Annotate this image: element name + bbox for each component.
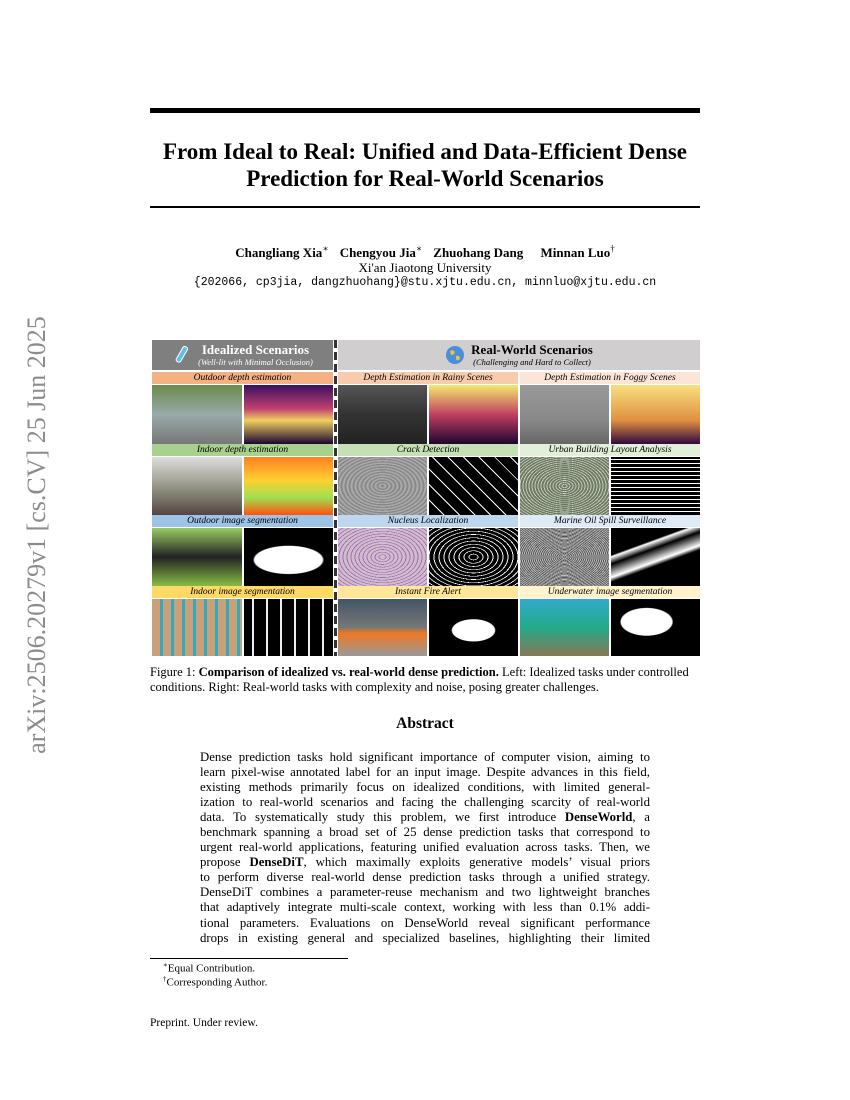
idealized-task-cell	[152, 444, 333, 515]
dashed-divider	[334, 340, 337, 656]
footnote-equal-contribution: ∗Equal Contribution.	[163, 961, 256, 975]
real-world-task-cell	[338, 444, 518, 515]
abstract-line: propose DenseDiT, which maximally exploits generative models’ visual priors	[200, 855, 650, 870]
real-world-task-cell	[338, 372, 518, 444]
paper-title	[150, 138, 700, 192]
task-label: Nucleus Localization	[338, 515, 518, 527]
abstract-line: ization to real-world scenarios and facing the challenging scarcity of real-world	[200, 795, 650, 810]
footnote-corresponding-author: †Corresponding Author.	[163, 975, 268, 989]
globe-icon	[445, 345, 465, 365]
task-label: Indoor depth estimation	[152, 444, 333, 456]
idealized-title: Idealized Scenarios	[201, 342, 310, 357]
affiliation: Xi'an Jiaotong University	[358, 260, 492, 275]
input-image	[520, 599, 609, 656]
abstract-line: benchmark spanning a broad set of 25 dense prediction tasks that correspond to	[200, 825, 650, 840]
abstract-line: urgent real-world applications, featuring unified evaluation across tasks. Then, we	[200, 840, 650, 855]
input-image	[520, 385, 609, 444]
author: Chengyou Jia∗	[339, 244, 423, 261]
idealized-task-cell	[152, 515, 333, 586]
title-line-2: Prediction for Real-World Scenarios	[246, 166, 604, 191]
author: Zhuohang Dang	[433, 245, 524, 261]
real-world-task-cell	[520, 515, 700, 586]
prediction-map-image	[244, 457, 334, 515]
abstract-line: Dense prediction tasks hold significant importance of computer vision, aiming to	[200, 750, 650, 764]
real-world-task-cell	[520, 586, 700, 656]
input-image	[152, 599, 242, 656]
prediction-map-image	[429, 599, 518, 656]
task-label: Outdoor depth estimation	[152, 372, 333, 384]
real-world-subtitle: (Challenging and Hard to Collect)	[473, 357, 591, 367]
figure-1	[152, 340, 700, 656]
author: Changliang Xia∗	[235, 244, 329, 261]
author-emails: {202066, cp3jia, dangzhuohang}@stu.xjtu.edu.cn, minnluo@xjtu.edu.cn	[193, 276, 657, 289]
real-world-task-cell	[520, 444, 700, 515]
title-rule-top	[150, 108, 700, 113]
author-list	[150, 244, 700, 261]
task-label: Instant Fire Alert	[338, 586, 518, 598]
idealized-header	[152, 340, 333, 370]
idealized-task-cell	[152, 372, 333, 444]
task-label: Indoor image segmentation	[152, 586, 333, 598]
prediction-map-image	[244, 599, 334, 656]
real-world-task-cell	[338, 515, 518, 586]
prediction-map-image	[429, 385, 518, 444]
input-image	[520, 528, 609, 586]
idealized-subtitle: (Well-lit with Minimal Occlusion)	[198, 357, 313, 367]
abstract-line: existing methods primarily focus on idealized conditions, with limited general-	[200, 780, 650, 795]
real-world-task-cell	[520, 372, 700, 444]
idealized-task-cell	[152, 586, 333, 656]
prediction-map-image	[611, 457, 700, 515]
input-image	[152, 385, 242, 444]
input-image	[520, 457, 609, 515]
abstract-heading: Abstract	[396, 715, 454, 732]
input-image	[338, 599, 427, 656]
real-world-header	[338, 340, 700, 370]
input-image	[338, 528, 427, 586]
prediction-map-image	[244, 528, 334, 586]
prediction-map-image	[244, 385, 334, 444]
abstract-line: to perform diverse real-world dense prediction tasks through a unified strategy.	[200, 870, 650, 885]
prediction-map-image	[611, 385, 700, 444]
task-label: Depth Estimation in Foggy Scenes	[520, 372, 700, 384]
title-rule-bottom	[150, 206, 700, 208]
title-line-1: From Ideal to Real: Unified and Data-Efficient Dense	[162, 139, 688, 164]
footnote-rule	[150, 958, 348, 959]
abstract-body	[200, 750, 650, 946]
task-label: Urban Building Layout Analysis	[520, 444, 700, 456]
task-label: Crack Detection	[338, 444, 518, 456]
figure-caption: Figure 1: Comparison of idealized vs. real-world dense prediction. Left: Idealized tasks under controlled conditions. Right: Real-world tasks with complexity and noise, posing greater challenges.	[150, 665, 689, 694]
input-image	[338, 457, 427, 515]
prediction-map-image	[611, 599, 700, 656]
input-image	[152, 528, 242, 586]
real-world-task-cell	[338, 586, 518, 656]
abstract-line: DenseDiT combines a parameter-reuse mechanism and two lightweight branches	[200, 885, 650, 900]
abstract-line: tional parameters. Evaluations on DenseWorld reveal significant performance	[200, 915, 650, 930]
task-label: Outdoor image segmentation	[152, 515, 333, 527]
abstract-line: learn pixel-wise annotated label for an input image. Despite advances in this field,	[200, 765, 650, 780]
abstract-line: that adaptively integrate multi-scale context, working with less than 0.1% addi-	[200, 900, 650, 915]
prediction-map-image	[429, 528, 518, 586]
abstract-line: drops in existing general and specialized baselines, highlighting their limited	[200, 930, 650, 945]
author: Minnan Luo†	[540, 244, 615, 261]
input-image	[338, 385, 427, 444]
task-label: Depth Estimation in Rainy Scenes	[338, 372, 518, 384]
input-image	[152, 457, 242, 515]
preprint-notice: Preprint. Under review.	[150, 1017, 258, 1029]
real-world-title: Real-World Scenarios	[471, 342, 593, 357]
test-tube-icon	[172, 345, 192, 365]
task-label: Marine Oil Spill Surveillance	[520, 515, 700, 527]
abstract-line: data. To systematically study this problem, we first introduce DenseWorld, a	[200, 810, 650, 825]
prediction-map-image	[611, 528, 700, 586]
task-label: Underwater image segmentation	[520, 586, 700, 598]
arxiv-identifier: arXiv:2506.20279v1 [cs.CV] 25 Jun 2025	[22, 316, 51, 754]
prediction-map-image	[429, 457, 518, 515]
